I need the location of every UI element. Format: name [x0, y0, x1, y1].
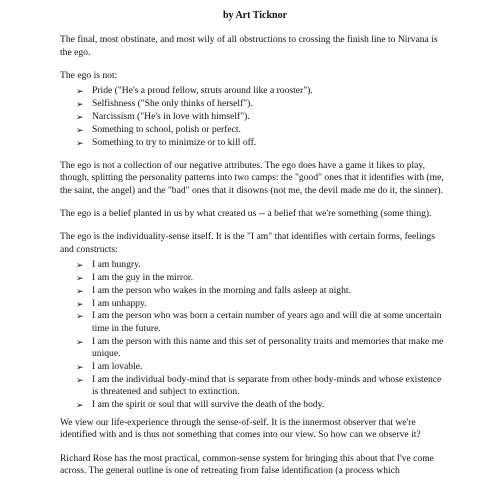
negative-attributes-paragraph: The ego is not a collection of our negative attributes. The ego does have a game it likes to play, though, splitting the personality patterns into two camps: the "good" ones that it identifies with (me, the saint, the angel) and the "bad" ones that it disowns (not me, the devil made me do it, the sinner). — [60, 160, 444, 196]
arrow-bullet-icon: ➢ — [76, 361, 84, 372]
arrow-bullet-icon: ➢ — [76, 272, 84, 283]
list-item-text: I am the spirit or soul that will survive the death of the body. — [92, 398, 325, 410]
list-item — [76, 272, 450, 284]
list-item — [76, 298, 450, 310]
list-item-text: I am the person who was born a certain number of years ago and will die at some uncertain time in the future. — [92, 310, 442, 334]
list-item — [76, 285, 450, 297]
list-item-text: Something to try to minimize or to kill off. — [92, 136, 257, 148]
arrow-bullet-icon: ➢ — [76, 111, 84, 122]
arrow-bullet-icon: ➢ — [76, 311, 84, 322]
author-line: by Art Ticknor — [222, 10, 288, 21]
arrow-bullet-icon: ➢ — [76, 298, 84, 309]
list-item — [76, 98, 450, 110]
arrow-bullet-icon: ➢ — [76, 259, 84, 270]
arrow-bullet-icon: ➢ — [76, 285, 84, 296]
arrow-bullet-icon: ➢ — [76, 399, 84, 410]
intro-paragraph: The final, most obstinate, and most wily of all obstructions to crossing the finish line to Nirvana is the ego. — [60, 34, 438, 58]
list-item-text: I am the person with this name and this set of personality traits and memories that make me unique. — [92, 335, 444, 359]
list-item — [76, 374, 450, 399]
arrow-bullet-icon: ➢ — [76, 137, 84, 148]
ego-is-not-list — [60, 85, 450, 149]
list-item — [76, 259, 450, 271]
list-item-text: Something to school, polish or perfect. — [92, 123, 241, 135]
arrow-bullet-icon: ➢ — [76, 374, 84, 385]
list-item — [76, 85, 450, 97]
arrow-bullet-icon: ➢ — [76, 336, 84, 347]
ego-is-not-heading: The ego is not: — [60, 69, 118, 81]
list-item — [76, 399, 450, 411]
list-item — [76, 124, 450, 136]
list-item-text: I am lovable. — [92, 360, 143, 372]
arrow-bullet-icon: ➢ — [76, 86, 84, 97]
list-item-text: I am the guy in the mirror. — [92, 271, 193, 283]
list-item-text: Selfishness ("She only thinks of herself"). — [92, 98, 253, 110]
list-item-text: Pride ("He's a proud fellow, struts around like a rooster"). — [92, 85, 313, 97]
list-item — [76, 137, 450, 149]
list-item-text: I am the person who wakes in the morning and falls asleep at night. — [92, 284, 351, 296]
list-item — [76, 310, 450, 335]
list-item — [76, 336, 450, 361]
list-item-text: I am unhappy. — [92, 297, 147, 309]
list-item-text: I am the individual body-mind that is separate from other body-minds and whose existence is threatened and subject to extinction. — [92, 373, 442, 397]
arrow-bullet-icon: ➢ — [76, 99, 84, 110]
list-item-text: Narcissism ("He's in love with himself"). — [92, 110, 250, 122]
list-item-text: I am hungry. — [92, 258, 141, 270]
list-item — [76, 111, 450, 123]
i-am-list — [60, 259, 450, 411]
view-paragraph: We view our life-experience through the sense-of-self. It is the innermost observer that we're identified with and is thus not something that comes into our view. So how can we observe it? — [60, 417, 421, 441]
document-page — [60, 0, 450, 477]
richard-rose-paragraph: Richard Rose has the most practical, common-sense system for bringing this about that I've come across. The general outline is one of retreating from false identification (a process which — [60, 452, 434, 477]
belief-paragraph: The ego is a belief planted in us by what created us -- a belief that we're something (some thing). — [60, 207, 432, 219]
arrow-bullet-icon: ➢ — [76, 124, 84, 135]
individuality-paragraph: The ego is the individuality-sense itself. It is the "I am" that identifies with certain forms, feelings and constructs: — [60, 231, 435, 255]
list-item — [76, 361, 450, 373]
